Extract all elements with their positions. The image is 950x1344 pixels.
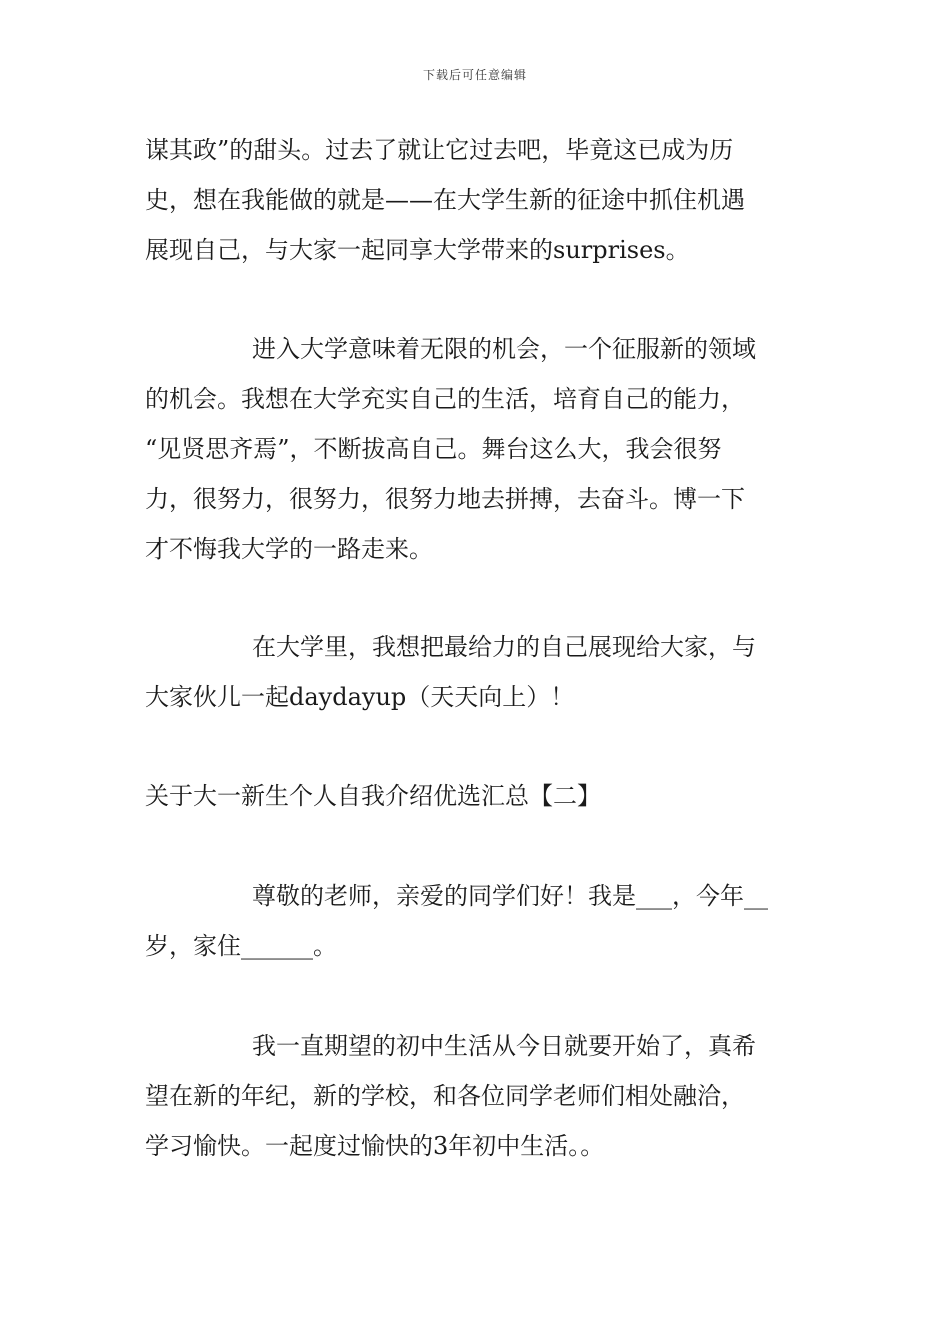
text-line: 在大学里，我想把最给力的自己展现给大家，与 (252, 633, 756, 661)
text-line: 谋其政”的甜头。过去了就让它过去吧，毕竟这已成为历 (145, 136, 734, 164)
text-line: 力，很努力，很努力，很努力地去拼搏，去奋斗。博一下 (145, 485, 745, 513)
page-header-note: 下载后可任意编辑 (422, 68, 527, 82)
text-line: 史，想在我能做的就是——在大学生新的征途中抓住机遇 (145, 186, 745, 214)
text-line: 进入大学意味着无限的机会，一个征服新的领域 (252, 335, 756, 363)
text-line: 望在新的年纪，新的学校，和各位同学老师们相处融洽， (145, 1082, 745, 1110)
text-line: 岁，家住______。 (145, 932, 337, 960)
text-line: “见贤思齐焉”，不断拔高自己。舞台这么大，我会很努 (145, 435, 722, 463)
text-line: 展现自己，与大家一起同享大学带来的surprises。 (145, 236, 690, 264)
text-line: 才不悔我大学的一路走来。 (145, 535, 433, 563)
text-line: 的机会。我想在大学充实自己的生活，培育自己的能力， (145, 385, 745, 413)
text-line: 学习愉快。一起度过愉快的3年初中生活。。 (145, 1132, 605, 1160)
section-title: 关于大一新生个人自我介绍优选汇总【二】 (145, 782, 601, 810)
text-line: 我一直期望的初中生活从今日就要开始了，真希 (252, 1032, 756, 1060)
text-line: 尊敬的老师，亲爱的同学们好！我是___，今年__ (252, 882, 768, 910)
text-line: 大家伙儿一起daydayup（天天向上）！ (145, 683, 575, 711)
